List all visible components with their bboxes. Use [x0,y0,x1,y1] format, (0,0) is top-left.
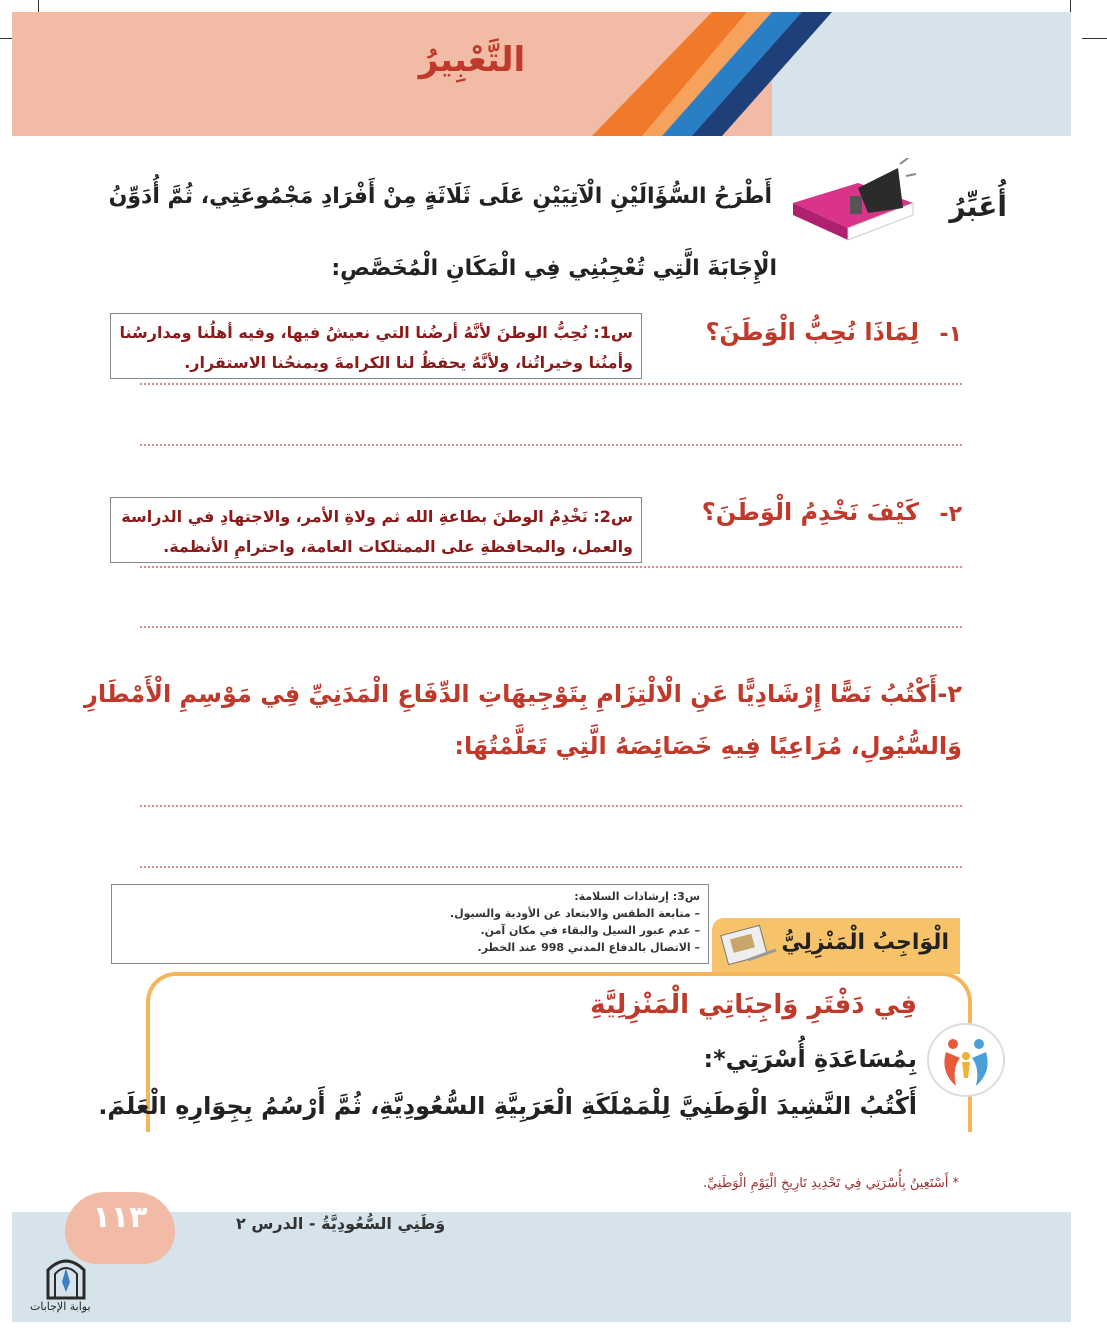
question-1-number: ١- [939,322,962,347]
question-2-answer: س2: نَخْدِمُ الوطنَ بطاعةِ الله ثم ولاةِ الأمر، والاجتهادِ في الدراسة والعمل، والمحافظةِ على الممتلكات العامة، واحترامِ الأنظمة. [110,497,642,563]
task-3-answer-item: – الاتصال بالدفاع المدني 998 عند الخطر. [477,941,700,954]
header-banner [12,12,1071,136]
question-2-number: ٢- [939,502,962,527]
intro-instruction-line1: أَطْرَحُ السُّؤَالَيْنِ الْآتِيَيْنِ عَلَى ثَلَاثَةٍ مِنْ أَفْرَادِ مَجْمُوعَتِي، ثُمَّ أُدَوِّنُ [108,184,772,209]
homework-title: الْوَاجِبُ الْمَنْزِلِيُّ [781,930,949,955]
task-3-answer [111,884,709,964]
answer-line[interactable] [140,626,962,628]
task-3-line2: وَالسُّيُولِ، مُرَاعِيًا فِيهِ خَصَائِصَهُ الَّتِي تَعَلَّمْتُهَا: [454,732,962,760]
answer-line[interactable] [140,383,962,385]
site-logo-text: بوابة الإجابات [30,1300,91,1313]
footnote: * أَسْتَعِينُ بِأُسْرَتِي فِي تَحْدِيدِ تَارِيخِ الْيَوْمِ الْوَطَنِيِّ. [702,1176,959,1191]
homework-icon [718,920,778,968]
answer-line[interactable] [140,866,962,868]
task-3-answer-title: س3: إرشادات السلامة: [574,890,700,903]
site-logo-icon [44,1252,88,1300]
homework-heading: فِي دَفْتَرِ وَاجِبَاتِي الْمَنْزِلِيَّةِ [590,990,917,1020]
homework-task: أَكْتُبُ النَّشِيدَ الْوَطَنِيَّ لِلْمَمْلَكَةِ الْعَرَبِيَّةِ السُّعُودِيَّةِ، ثُمَّ أَرْسُمُ بِجِوَارِهِ الْعَلَمَ. [98,1092,917,1120]
question-1-text: لِمَاذَا نُحِبُّ الْوَطَنَ؟ [705,318,919,346]
family-icon [926,1022,1006,1098]
answer-line[interactable] [140,566,962,568]
task-3-answer-item: – متابعة الطقس والابتعاد عن الأودية والسيول. [449,907,700,920]
task-3-prompt [84,668,962,772]
page-title: التَّعْبِيرُ [418,40,526,80]
answer-line[interactable] [140,444,962,446]
page-number: ١١٣ [92,1200,148,1235]
question-2-text: كَيْفَ نَخْدِمُ الْوَطَنَ؟ [701,498,919,526]
task-3-line1: ٢-أَكْتُبُ نَصًّا إِرْشَادِيًّا عَنِ الْالْتِزَامِ بِتَوْجِيهَاتِ الدِّفَاعِ الْمَدَنِيِّ فِي مَوْسِمِ الْأَمْطَارِ [84,680,962,708]
question-1-answer: س1: نُحِبُّ الوطنَ لأنَّهُ أرضُنا التي نعيشُ فيها، وفيه أهلُنا ومدارسُنا وأمنُنا وخيراتُنا، ولأنَّهُ يحفظُ لنا الكرامةَ ويمنحُنا الاستقرار. [110,313,642,379]
footer-lesson-title: وَطَنِي السُّعُودِيَّةُ - الدرس ٢ [236,1214,446,1233]
crop-mark [1082,38,1107,39]
homework-subheading: بِمُسَاعَدَةِ أُسْرَتِي*: [703,1045,917,1073]
task-3-answer-item: – عدم عبور السيل والبقاء في مكان آمن. [480,924,700,937]
answer-line[interactable] [140,805,962,807]
intro-instruction-line2: الْإِجَابَةَ الَّتِي تُعْجِبُنِي فِي الْمَكَانِ الْمُخَصَّصِ: [331,256,777,281]
section-label: أُعَبِّرُ [949,190,1007,223]
book-megaphone-icon [788,158,918,244]
